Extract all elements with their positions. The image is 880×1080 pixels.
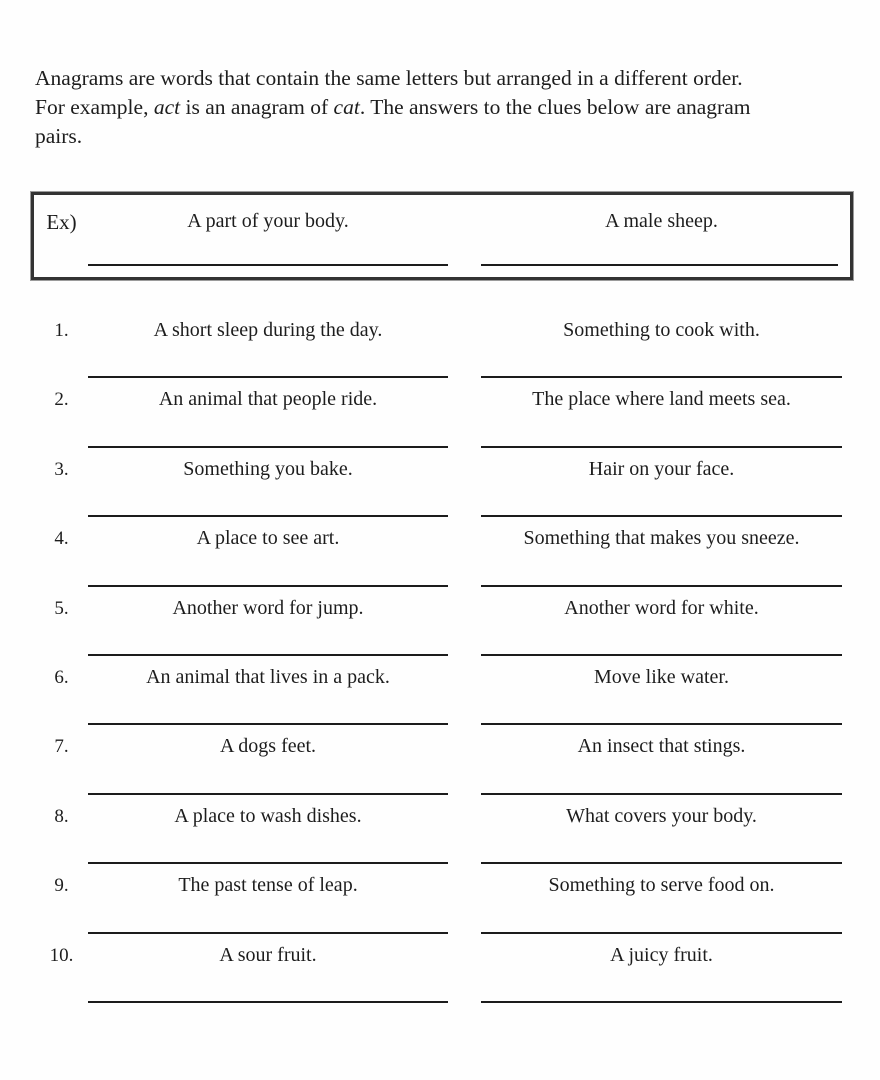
answer-line-right[interactable]	[481, 1001, 842, 1003]
clue-right: Another word for white.	[564, 596, 759, 619]
clue-rows	[0, 309, 880, 1003]
clue-left: A sour fruit.	[219, 943, 317, 966]
clue-right: What covers your body.	[566, 804, 757, 827]
clue-right: Something to cook with.	[563, 319, 760, 341]
row-number: 3.	[54, 458, 69, 480]
row-right-cell	[481, 378, 842, 447]
row-number: 5.	[54, 597, 69, 619]
row-column-gap	[448, 309, 481, 378]
row-number: 7.	[54, 736, 69, 758]
clue-right: Something that makes you sneeze.	[523, 527, 800, 550]
row-left-cell	[88, 448, 448, 517]
row-column-gap	[448, 448, 481, 517]
clue-right: The place where land meets sea.	[532, 388, 791, 411]
clue-row	[0, 587, 880, 656]
clue-left: A short sleep during the day.	[153, 319, 383, 341]
clue-row	[0, 795, 880, 864]
row-left-cell	[88, 864, 448, 933]
row-number: 1.	[54, 320, 69, 341]
clue-row	[0, 448, 880, 517]
row-left-cell	[88, 795, 448, 864]
example-column-gap	[448, 195, 481, 277]
clue-left: Another word for jump.	[172, 596, 364, 619]
clue-left: Something you bake.	[183, 457, 353, 480]
example-right-cell	[481, 195, 842, 277]
example-answer-line-left[interactable]	[88, 264, 448, 266]
row-column-gap	[448, 934, 481, 1003]
intro-paragraph	[35, 64, 865, 151]
row-left-cell	[88, 725, 448, 794]
clue-right: Hair on your face.	[588, 457, 735, 480]
row-left-cell	[88, 934, 448, 1003]
row-column-gap	[448, 656, 481, 725]
clue-right: A juicy fruit.	[610, 943, 713, 966]
row-number: 6.	[54, 666, 69, 688]
row-left-cell	[88, 517, 448, 586]
row-left-cell	[88, 309, 448, 378]
example-label: Ex)	[46, 210, 77, 234]
clue-row	[0, 309, 880, 378]
example-left-cell	[88, 195, 448, 277]
row-column-gap	[448, 587, 481, 656]
row-right-cell	[481, 587, 842, 656]
intro-line: Anagrams are words that contain the same letters but arranged in a different order.	[35, 66, 743, 90]
row-left-cell	[88, 587, 448, 656]
row-column-gap	[448, 378, 481, 447]
row-right-cell	[481, 448, 842, 517]
clue-left: A dogs feet.	[219, 735, 317, 758]
intro-line: For example, act is an anagram of cat. The answers to the clues below are anagram	[35, 95, 751, 119]
clue-right: Move like water.	[594, 665, 729, 688]
row-right-cell	[481, 795, 842, 864]
example-clue-left: A part of your body.	[187, 210, 349, 232]
row-right-cell	[481, 725, 842, 794]
row-column-gap	[448, 725, 481, 794]
row-number: 4.	[54, 528, 69, 550]
row-left-cell	[88, 656, 448, 725]
clue-right: Something to serve food on.	[548, 874, 775, 897]
row-left-cell	[88, 378, 448, 447]
row-right-cell	[481, 656, 842, 725]
intro-line: pairs.	[35, 124, 83, 148]
row-right-cell	[481, 864, 842, 933]
answer-line-left[interactable]	[88, 1001, 448, 1003]
clue-row	[0, 656, 880, 725]
clue-left: An animal that lives in a pack.	[146, 665, 390, 688]
clue-left: An animal that people ride.	[158, 388, 378, 411]
clue-left: A place to wash dishes.	[174, 804, 362, 827]
example-clue-right: A male sheep.	[605, 210, 718, 232]
clue-row	[0, 864, 880, 933]
row-number: 2.	[54, 389, 69, 411]
row-number: 10.	[49, 944, 74, 966]
clue-left: A place to see art.	[196, 527, 340, 550]
clue-right: An insect that stings.	[577, 735, 746, 758]
clue-row	[0, 934, 880, 1003]
row-right-cell	[481, 517, 842, 586]
example-box	[31, 192, 853, 280]
row-column-gap	[448, 517, 481, 586]
row-column-gap	[448, 864, 481, 933]
clue-left: The past tense of leap.	[178, 874, 358, 897]
row-number: 9.	[54, 875, 69, 897]
example-answer-line-right[interactable]	[481, 264, 838, 266]
clue-row	[0, 378, 880, 447]
row-number: 8.	[54, 805, 69, 827]
clue-row	[0, 517, 880, 586]
row-right-cell	[481, 309, 842, 378]
row-right-cell	[481, 934, 842, 1003]
row-column-gap	[448, 795, 481, 864]
clue-row	[0, 725, 880, 794]
